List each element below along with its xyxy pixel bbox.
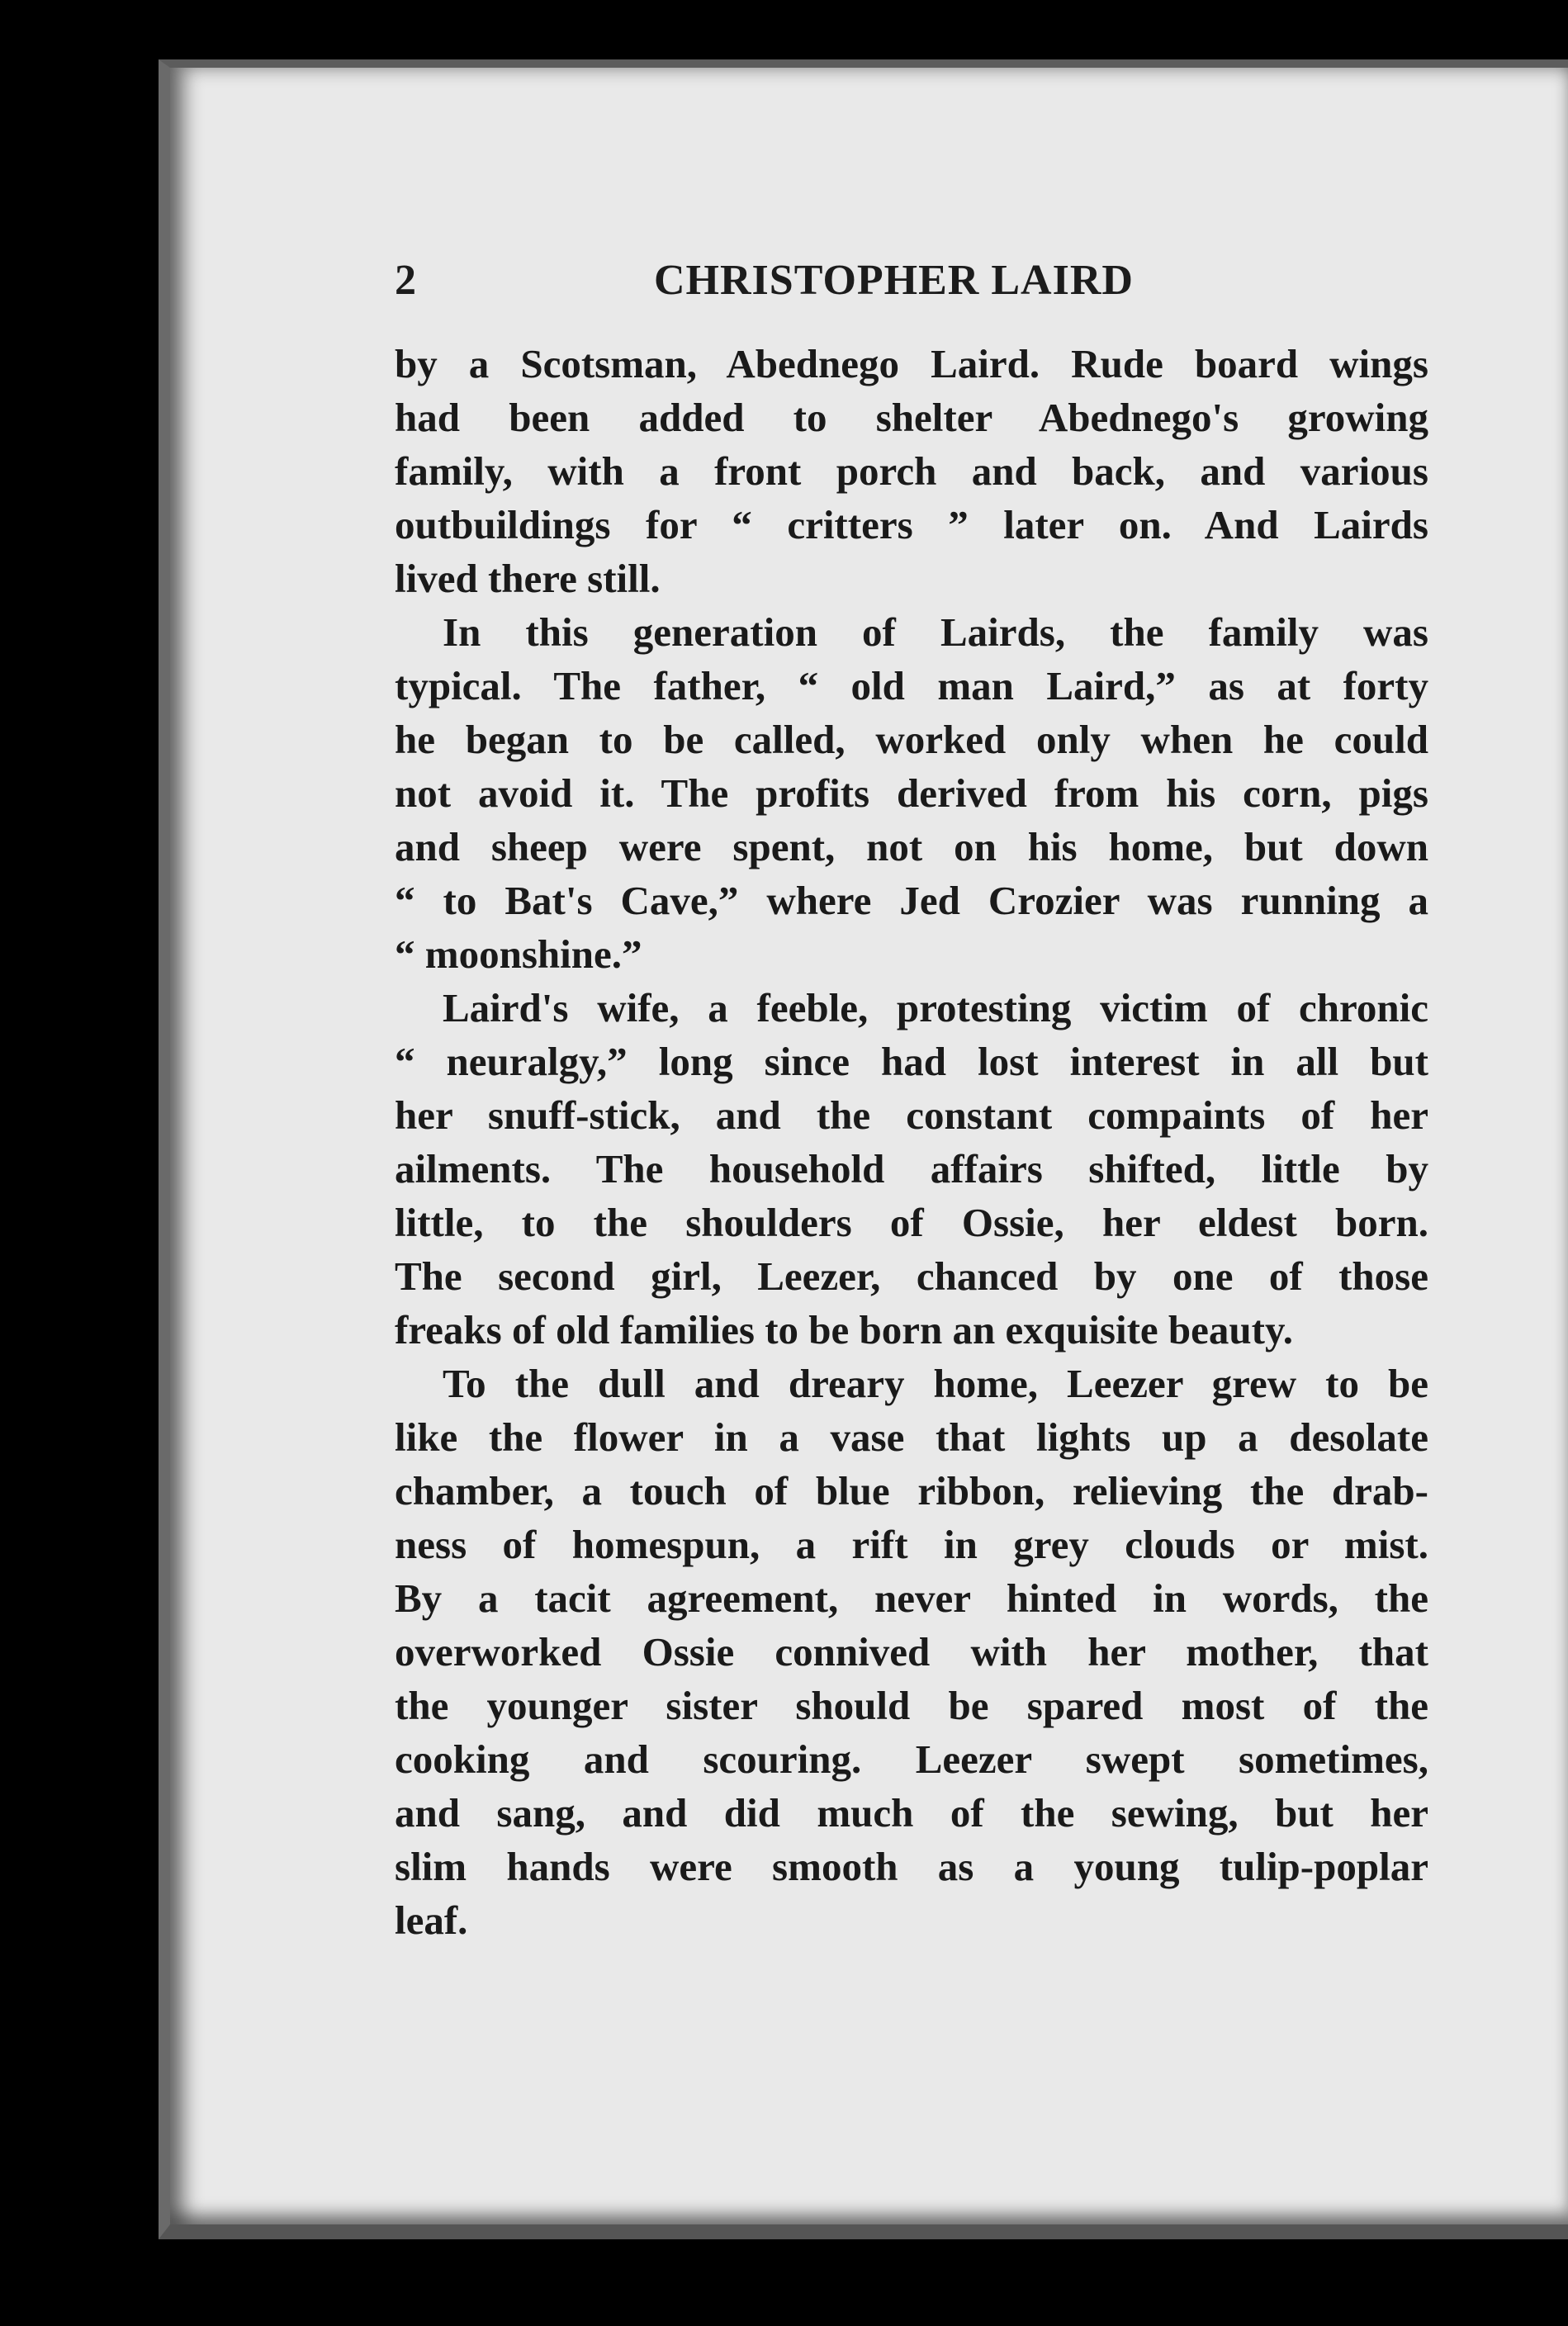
text-line: her snuff-stick, and the constant compaints of her — [395, 1092, 1428, 1138]
text-line: freaks of old families to be born an exquisite beauty. — [395, 1307, 1294, 1352]
text-line: outbuildings for “ critters ” later on. And Lairds — [395, 502, 1428, 547]
text-line: “ neuralgy,” long since had lost interest in all but — [395, 1039, 1428, 1084]
text-line: not avoid it. The profits derived from his corn, pigs — [395, 770, 1428, 816]
text-line: and sang, and did much of the sewing, but her — [395, 1790, 1428, 1836]
text-line: typical. The father, “ old man Laird,” as at forty — [395, 663, 1428, 708]
text-line: chamber, a touch of blue ribbon, relieving the drab- — [395, 1468, 1428, 1514]
text-line: By a tacit agreement, never hinted in words, the — [395, 1575, 1428, 1621]
text-line: “ to Bat's Cave,” where Jed Crozier was running a — [395, 878, 1428, 923]
text-line: lived there still. — [395, 556, 661, 601]
text-line: family, with a front porch and back, and various — [395, 448, 1428, 494]
text-line: slim hands were smooth as a young tulip-poplar — [395, 1844, 1428, 1889]
text-line: he began to be called, worked only when he could — [395, 717, 1428, 762]
running-title: CHRISTOPHER LAIRD — [654, 257, 1134, 304]
text-line: by a Scotsman, Abednego Laird. Rude board wings — [395, 341, 1428, 386]
text-line: “ moonshine.” — [395, 931, 642, 977]
text-line: leaf. — [395, 1897, 468, 1943]
paragraph-first-line: To the dull and dreary home, Leezer grew to be — [443, 1361, 1428, 1406]
text-line: and sheep were spent, not on his home, but down — [395, 824, 1428, 869]
page-number: 2 — [395, 257, 417, 304]
text-line: cooking and scouring. Leezer swept sometimes, — [395, 1736, 1428, 1782]
paragraph-first-line: In this generation of Lairds, the family was — [443, 609, 1428, 655]
text-line: like the flower in a vase that lights up a desolate — [395, 1414, 1428, 1460]
text-line: little, to the shoulders of Ossie, her eldest born. — [395, 1200, 1428, 1245]
paragraph-first-line: Laird's wife, a feeble, protesting victim of chronic — [443, 985, 1428, 1030]
text-line: overworked Ossie connived with her mother, that — [395, 1629, 1428, 1675]
text-line: the younger sister should be spared most of the — [395, 1683, 1428, 1728]
text-line: had been added to shelter Abednego's growing — [395, 395, 1428, 440]
running-head — [395, 256, 1443, 314]
text-line: The second girl, Leezer, chanced by one of those — [395, 1253, 1428, 1299]
text-line: ness of homespun, a rift in grey clouds or mist. — [395, 1522, 1428, 1567]
text-line: ailments. The household affairs shifted, little by — [395, 1146, 1428, 1191]
body-text — [395, 337, 1428, 1947]
